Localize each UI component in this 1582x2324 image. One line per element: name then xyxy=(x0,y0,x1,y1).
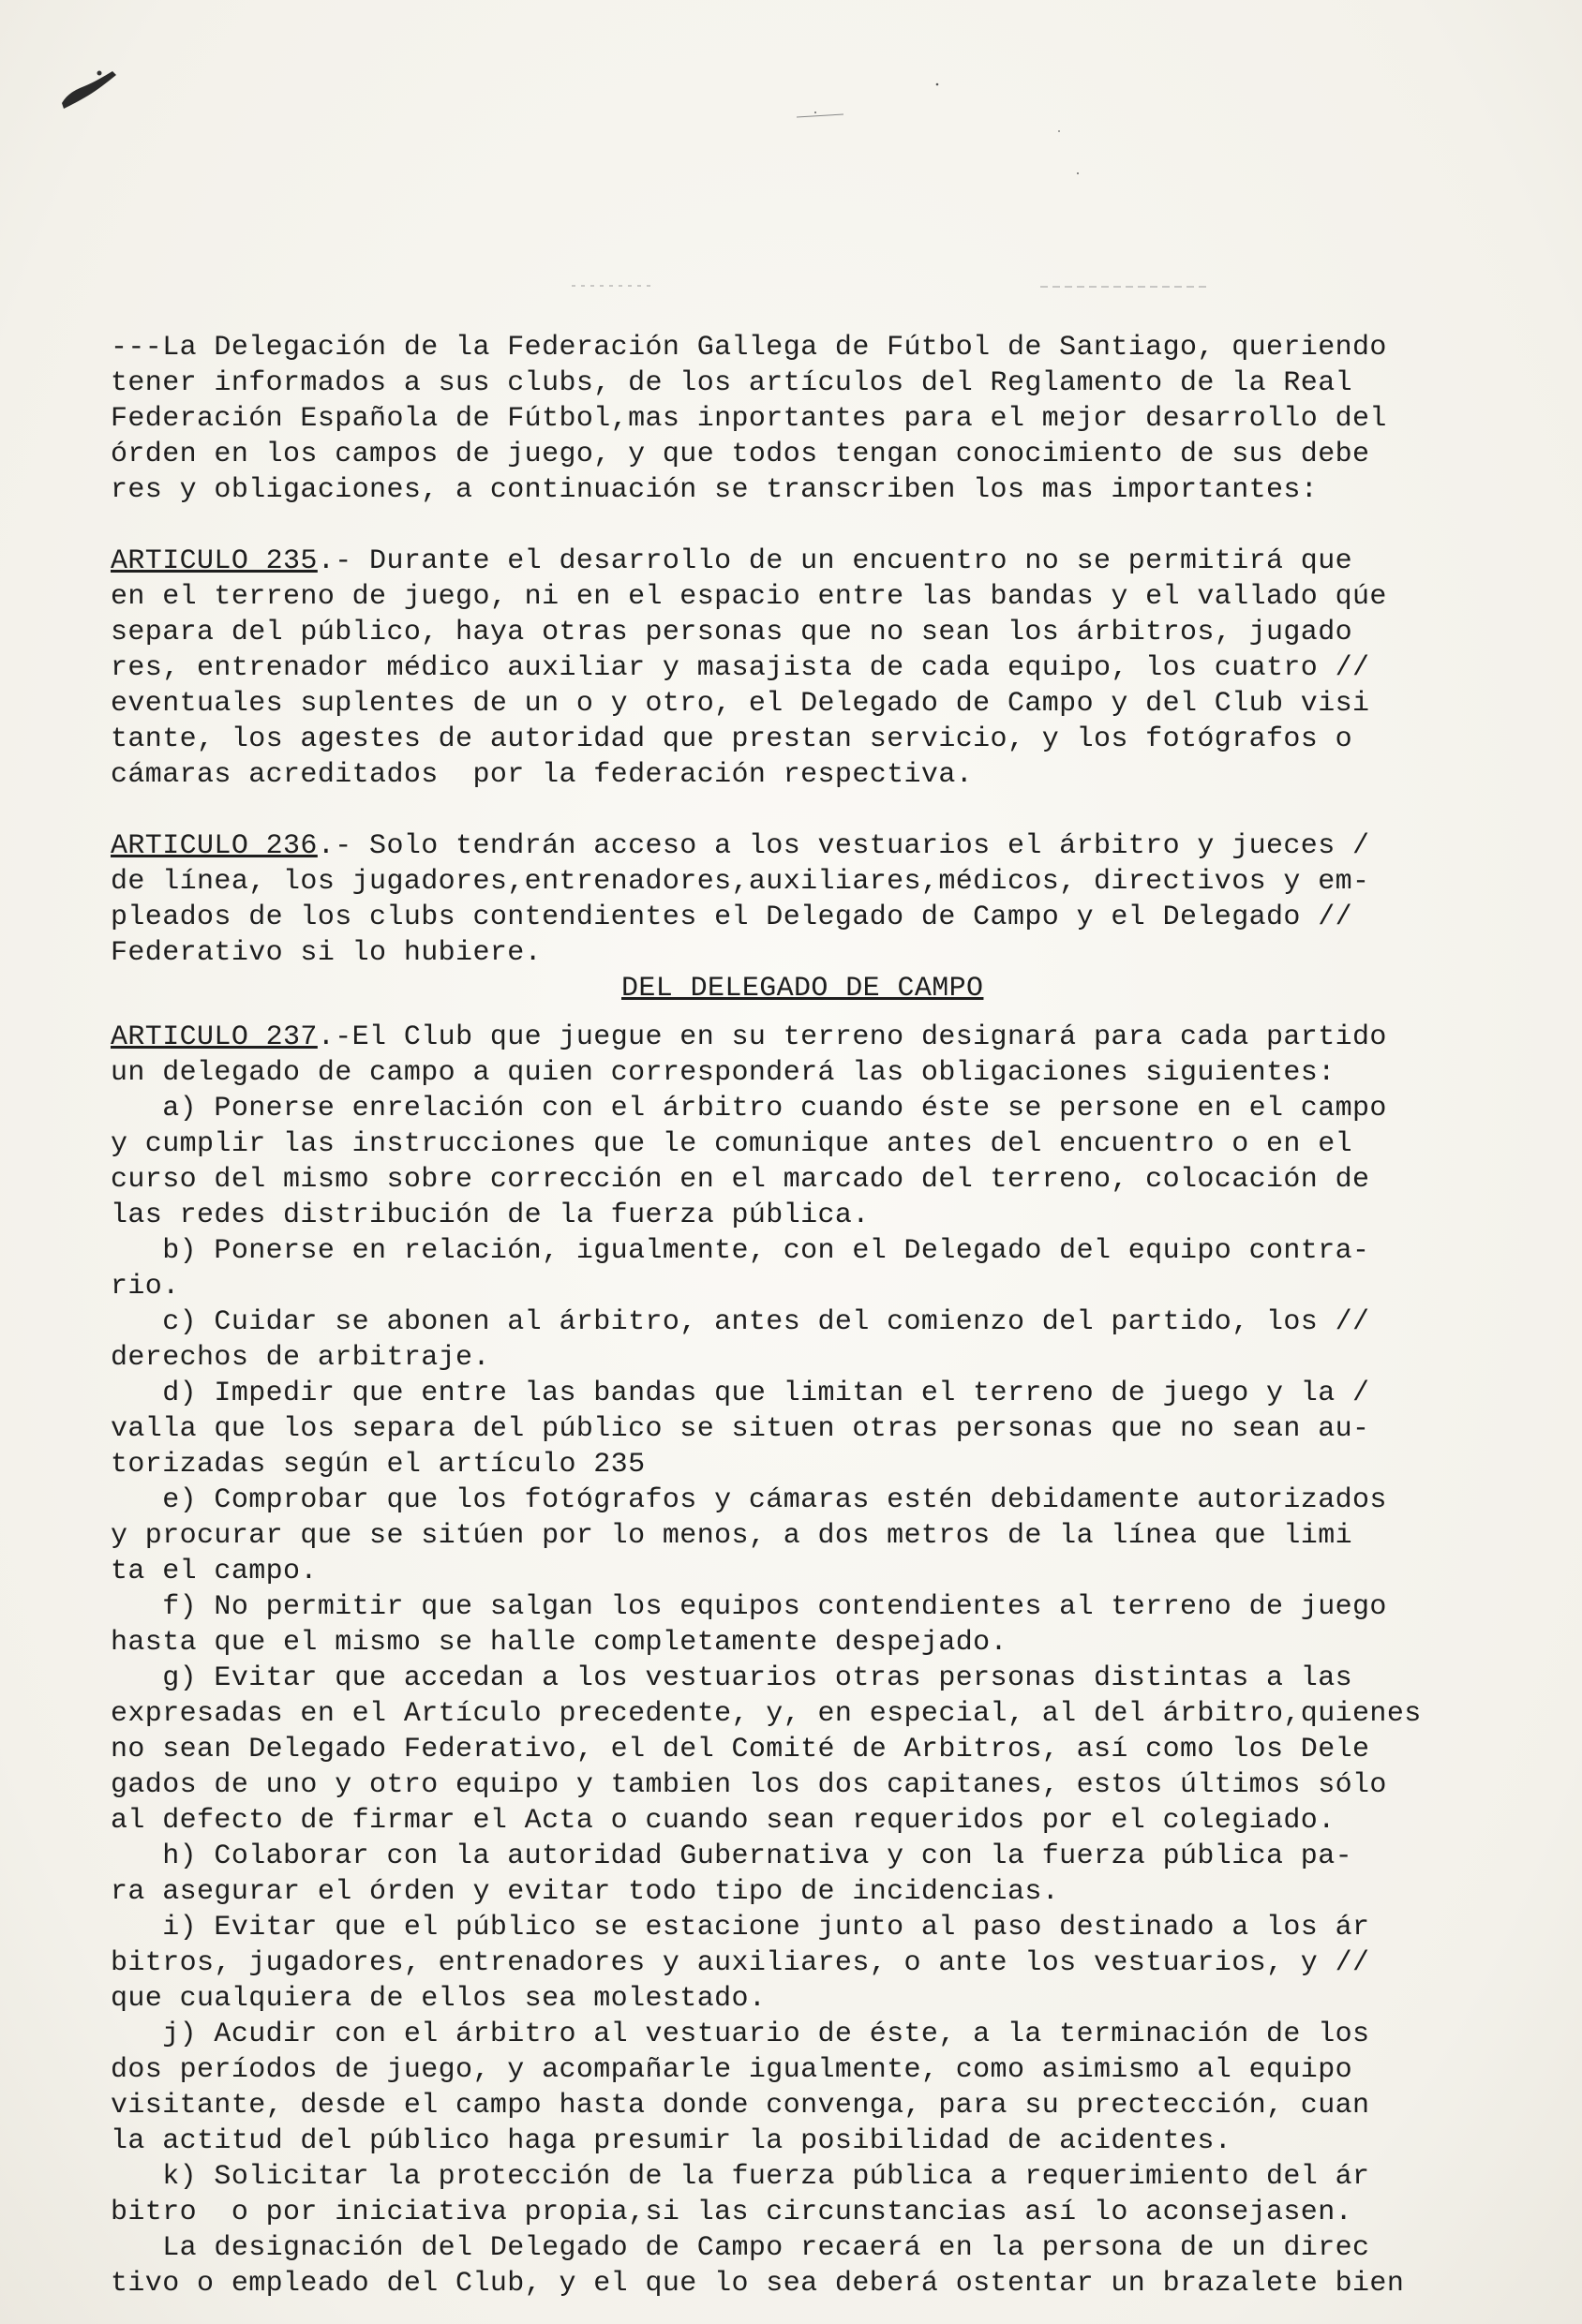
article-237-line: k) Solicitar la protección de la fuerza pública a requerimiento del ár xyxy=(111,2161,1370,2193)
article-237-line: la actitud del público haga presumir la posibilidad de acidentes. xyxy=(111,2125,1232,2157)
article-237-line: f) No permitir que salgan los equipos contendientes al terreno de juego xyxy=(111,1591,1387,1623)
article-235-line: cámaras acreditados por la federación respectiva. xyxy=(111,759,974,791)
article-237-line: bitro o por iniciativa propia,si las circunstancias así lo aconsejasen. xyxy=(111,2197,1353,2228)
article-236-line: pleados de los clubs contendientes el Delegado de Campo y el Delegado // xyxy=(111,901,1353,933)
article-236-intro: .- Solo tendrán acceso a los vestuarios el árbitro y jueces / xyxy=(317,830,1370,862)
article-236-line: Federativo si lo hubiere. xyxy=(111,937,543,969)
article-237-line: tivo o empleado del Club, y el que lo sea deberá ostentar un brazalete bien xyxy=(111,2268,1405,2300)
article-237-line: b) Ponerse en relación, igualmente, con el Delegado del equipo contra- xyxy=(111,1235,1370,1267)
article-237-label: ARTICULO 237 xyxy=(111,1021,318,1053)
intro-paragraph xyxy=(111,330,1516,508)
article-236 xyxy=(111,828,1516,971)
article-237 xyxy=(111,1020,1516,2302)
article-237-line: ra asegurar el órden y evitar todo tipo de incidencias. xyxy=(111,1876,1060,1908)
article-237-line: al defecto de firmar el Acta o cuando sean requeridos por el colegiado. xyxy=(111,1805,1336,1837)
article-237-line: hasta que el mismo se halle completamente despejado. xyxy=(111,1627,1007,1659)
article-236-label: ARTICULO 236 xyxy=(111,830,318,862)
article-237-line: y procurar que se sitúen por lo menos, a dos metros de la línea que limi xyxy=(111,1520,1353,1552)
article-237-line: un delegado de campo a quien corresponderá las obligaciones siguientes: xyxy=(111,1057,1336,1089)
article-237-line: a) Ponerse enrelación con el árbitro cuando éste se persone en el campo xyxy=(111,1093,1387,1125)
article-237-line: expresadas en el Artículo precedente, y, en especial, al del árbitro,quienes xyxy=(111,1698,1422,1730)
article-237-line: gados de uno y otro equipo y tambien los dos capitanes, estos últimos sólo xyxy=(111,1769,1387,1801)
article-236-first-line xyxy=(111,828,1516,864)
article-237-line: d) Impedir que entre las bandas que limitan el terreno de juego y la / xyxy=(111,1378,1370,1409)
article-236-line: de línea, los jugadores,entrenadores,auxiliares,médicos, directivos y em- xyxy=(111,866,1370,898)
intro-line: tener informados a sus clubs, de los artículos del Reglamento de la Real xyxy=(111,367,1353,399)
article-235-line: eventuales suplentes de un o y otro, el Delegado de Campo y del Club visi xyxy=(111,688,1370,720)
article-237-line: c) Cuidar se abonen al árbitro, antes del comienzo del partido, los // xyxy=(111,1306,1370,1338)
article-237-line: h) Colaborar con la autoridad Gubernativa y con la fuerza pública pa- xyxy=(111,1840,1353,1872)
article-237-line: bitros, jugadores, entrenadores y auxiliares, o ante los vestuarios, y // xyxy=(111,1947,1370,1979)
article-237-line: las redes distribución de la fuerza pública. xyxy=(111,1199,870,1231)
section-heading: DEL DELEGADO DE CAMPO xyxy=(621,973,984,1005)
paragraph-gap xyxy=(111,1006,1516,1020)
article-237-line: e) Comprobar que los fotógrafos y cámaras estén debidamente autorizados xyxy=(111,1484,1387,1516)
intro-line: res y obligaciones, a continuación se transcriben los mas importantes: xyxy=(111,474,1319,506)
article-235-first-line xyxy=(111,544,1516,579)
article-235-line: en el terreno de juego, ni en el espacio entre las bandas y el vallado qúe xyxy=(111,581,1387,613)
article-237-line: visitante, desde el campo hasta donde convenga, para su prectección, cuan xyxy=(111,2090,1370,2122)
article-237-line: no sean Delegado Federativo, el del Comité de Arbitros, así como los Dele xyxy=(111,1734,1370,1765)
article-237-line: ta el campo. xyxy=(111,1556,318,1587)
intro-line: Federación Española de Fútbol,mas inportantes para el mejor desarrollo del xyxy=(111,403,1387,435)
article-237-line: i) Evitar que el público se estacione junto al paso destinado a los ár xyxy=(111,1912,1370,1944)
paper-specks xyxy=(0,0,1582,375)
ink-blot-mark xyxy=(56,66,122,112)
article-237-line: g) Evitar que accedan a los vestuarios otras personas distintas a las xyxy=(111,1662,1353,1694)
document-body xyxy=(111,330,1516,2302)
article-237-line: dos períodos de juego, y acompañarle igualmente, como asimismo al equipo xyxy=(111,2054,1353,2086)
article-237-line: y cumplir las instrucciones que le comunique antes del encuentro o en el xyxy=(111,1128,1353,1160)
article-237-line: que cualquiera de ellos sea molestado. xyxy=(111,1983,767,2015)
article-235-line: res, entrenador médico auxiliar y masajista de cada equipo, los cuatro // xyxy=(111,652,1370,684)
article-237-line: torizadas según el artículo 235 xyxy=(111,1449,646,1481)
paragraph-gap xyxy=(111,793,1516,828)
article-237-intro: .-El Club que juegue en su terreno designará para cada partido xyxy=(317,1021,1387,1053)
article-235-line: separa del público, haya otras personas que no sean los árbitros, jugado xyxy=(111,617,1353,648)
intro-line: órden en los campos de juego, y que todos tengan conocimiento de sus debe xyxy=(111,439,1370,470)
article-237-line: j) Acudir con el árbitro al vestuario de éste, a la terminación de los xyxy=(111,2019,1370,2050)
intro-line: ---La Delegación de la Federación Gallega de Fútbol de Santiago, queriendo xyxy=(111,332,1387,364)
article-237-line: valla que los separa del público se situen otras personas que no sean au- xyxy=(111,1413,1370,1445)
article-237-line: La designación del Delegado de Campo recaerá en la persona de un direc xyxy=(111,2232,1370,2264)
article-237-line: curso del mismo sobre corrección en el marcado del terreno, colocación de xyxy=(111,1164,1370,1196)
article-235-intro: .- Durante el desarrollo de un encuentro no se permitirá que xyxy=(317,545,1353,577)
article-235-label: ARTICULO 235 xyxy=(111,545,318,577)
article-235-line: tante, los agestes de autoridad que prestan servicio, y los fotógrafos o xyxy=(111,723,1353,755)
paragraph-gap xyxy=(111,508,1516,544)
article-235 xyxy=(111,544,1516,793)
article-237-line: rio. xyxy=(111,1271,180,1303)
article-237-line: derechos de arbitraje. xyxy=(111,1342,490,1374)
article-237-first-line xyxy=(111,1020,1516,1055)
